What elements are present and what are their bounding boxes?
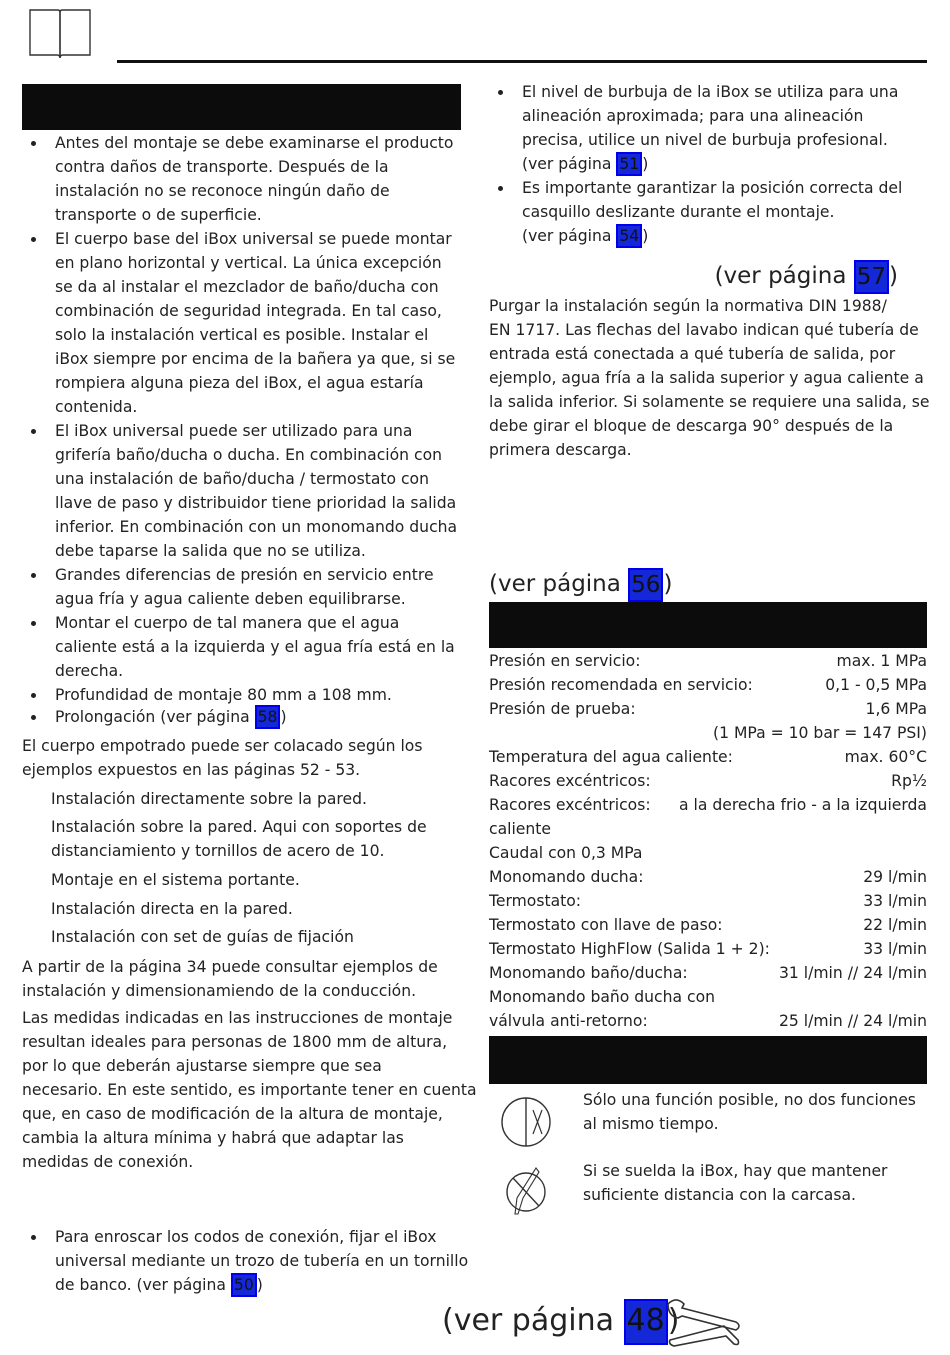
- paragraph-line: ejemplos expuestos en las páginas 52 - 53.: [22, 761, 361, 779]
- bullet-line: caliente está a la izquierda y el agua fría está en la: [55, 638, 455, 656]
- spec-value: a la derecha frio - a la izquierda: [679, 796, 927, 814]
- paren: ): [667, 1303, 680, 1338]
- bullet-line: transporte o de superficie.: [55, 206, 262, 224]
- ref-56-text: (ver página: [489, 571, 629, 597]
- bullet-line: debe taparse la salida que no se utiliza.: [55, 542, 366, 560]
- bullet-line: solo la instalación vertical es posible. Instalar el: [55, 326, 429, 344]
- paragraph-line: la salida inferior. Si solamente se requiere una salida, se: [489, 393, 930, 411]
- tools-icon: [664, 1296, 744, 1348]
- bullet-item: [55, 563, 434, 611]
- sleeve-line-2: casquillo deslizante durante el montaje.: [522, 203, 835, 221]
- bullet-item: [55, 611, 455, 683]
- level-bullet: [522, 80, 898, 176]
- spec-row: [489, 985, 927, 1009]
- spec-label: válvula anti-retorno:: [489, 1012, 648, 1030]
- spec-label: Racores excéntricos:: [489, 796, 651, 814]
- paren: ): [663, 571, 673, 597]
- spec-row: [489, 769, 927, 793]
- spec-label: Presión en servicio:: [489, 652, 641, 670]
- spec-row: [489, 913, 927, 937]
- spec-value: max. 1 MPa: [836, 652, 927, 670]
- paren: ): [642, 155, 649, 173]
- paragraph-line: que, en caso de modificación de la altura de montaje,: [22, 1105, 443, 1123]
- installation-item: Instalación con set de guías de fijación: [51, 928, 354, 946]
- paragraph-line: medidas de conexión.: [22, 1153, 194, 1171]
- spec-value: 0,1 - 0,5 MPa: [825, 676, 927, 694]
- note1-line-2: al mismo tiempo.: [583, 1115, 719, 1133]
- spec-label: Presión recomendada en servicio:: [489, 676, 753, 694]
- bullet: [498, 90, 503, 95]
- bullet-line: Grandes diferencias de presión en servicio entre: [55, 566, 434, 584]
- spec-row: [489, 961, 927, 985]
- bullet: [31, 237, 36, 242]
- paragraph-line: Purgar la instalación según la normativa DIN 1988/: [489, 297, 887, 315]
- spec-value: 33 l/min: [863, 892, 927, 910]
- vise-line-2: universal mediante un trozo de tubería en un tornillo: [55, 1252, 469, 1270]
- paragraph-line: por lo que deberán ajustarse siempre que sea: [22, 1057, 382, 1075]
- vise-line-3: [55, 1273, 468, 1297]
- bullet-item: [55, 683, 392, 707]
- bullet-line: derecha.: [55, 662, 124, 680]
- bullet-line: instalación no se reconoce ningún daño de: [55, 182, 390, 200]
- installation-item: distanciamiento y tornillos de acero de 10.: [51, 842, 385, 860]
- level-line-2: alineación aproximada; para una alineación: [522, 107, 864, 125]
- note-one-function: [583, 1088, 916, 1136]
- bullet-line: Montar el cuerpo de tal manera que el agua: [55, 614, 400, 632]
- page-link-54[interactable]: 54: [616, 224, 642, 248]
- paragraph-line: entrada está conectada a qué tubería de salida, por: [489, 345, 896, 363]
- ref-56: [489, 568, 672, 602]
- spec-row: [489, 889, 927, 913]
- bullet-line: grifería baño/ducha o ducha. En combinación con: [55, 446, 443, 464]
- bullet-item: [55, 419, 457, 563]
- sleeve-line-1: Es importante garantizar la posición correcta del: [522, 179, 903, 197]
- level-line-4: [522, 152, 898, 176]
- paren: ): [889, 263, 898, 289]
- installation-item: Montaje en el sistema portante.: [51, 871, 300, 889]
- spec-row: [489, 721, 927, 745]
- spec-row: [489, 697, 927, 721]
- page-link-51[interactable]: 51: [616, 152, 642, 176]
- bullet-line: rompiera alguna pieza del iBox, el agua estaría: [55, 374, 424, 392]
- purge-paragraph: [489, 294, 930, 462]
- book-icon: [28, 8, 92, 60]
- spec-value: 31 l/min // 24 l/min: [778, 964, 927, 982]
- bullet-line: Antes del montaje se debe examinarse el producto: [55, 134, 454, 152]
- spec-label: Termostato:: [489, 892, 582, 910]
- prolongation-text: Prolongación (ver página: [55, 708, 255, 726]
- bullet: [31, 429, 36, 434]
- no-welding-icon: [503, 1164, 551, 1220]
- specs-heading-bar: [489, 602, 927, 648]
- bullet-line: agua fría y agua caliente deben equilibrarse.: [55, 590, 406, 608]
- spec-value: max. 60°C: [844, 748, 927, 766]
- page-link-58[interactable]: 58: [255, 705, 281, 729]
- spec-label: Termostato con llave de paso:: [489, 916, 723, 934]
- left-heading-bar: [22, 84, 461, 130]
- vise-bullet: [55, 1225, 468, 1297]
- paren: ): [642, 227, 649, 245]
- sleeve-bullet: [522, 176, 902, 248]
- paragraph-line: cambia la altura mínima y habrá que adaptar las: [22, 1129, 404, 1147]
- header-rule: [117, 60, 927, 63]
- bullet-item: [55, 227, 455, 419]
- bullet: [31, 693, 36, 698]
- paragraph-line: EN 1717. Las flechas del lavabo indican qué tubería de: [489, 321, 919, 339]
- spec-value: 29 l/min: [863, 868, 927, 886]
- spec-row: [489, 793, 927, 817]
- paragraph-line: resultan ideales para personas de 1800 mm de altura,: [22, 1033, 448, 1051]
- bullet: [31, 621, 36, 626]
- bullet-line: combinación de seguridad integrada. En tal caso,: [55, 302, 442, 320]
- bullet-item: [55, 131, 453, 227]
- paragraph-line: debe girar el bloque de descarga 90° después de la: [489, 417, 894, 435]
- level-line-3: precisa, utilice un nivel de burbuja profesional.: [522, 131, 888, 149]
- spec-value: 25 l/min // 24 l/min: [778, 1012, 927, 1030]
- assembly-paragraph: [22, 734, 422, 782]
- bullet-line: se da al instalar el mezclador de baño/ducha con: [55, 278, 439, 296]
- level-ref-text: (ver página: [522, 155, 617, 173]
- bullet-line: una instalación de baño/ducha / termostato con: [55, 470, 429, 488]
- measurements-paragraph: [22, 1006, 477, 1174]
- page-link-50[interactable]: 50: [231, 1273, 257, 1297]
- spec-row: [489, 1009, 927, 1033]
- vise-line-1: Para enroscar los codos de conexión, fijar el iBox: [55, 1228, 437, 1246]
- bullet-line: en plano horizontal y vertical. La única excepción: [55, 254, 442, 272]
- level-line-1: El nivel de burbuja de la iBox se utiliza para una: [522, 83, 899, 101]
- paren: ): [280, 708, 287, 726]
- sleeve-ref-text: (ver página: [522, 227, 617, 245]
- paragraph-line: Las medidas indicadas en las instrucciones de montaje: [22, 1009, 453, 1027]
- page-link-56[interactable]: 56: [628, 568, 663, 602]
- spec-value: 33 l/min: [863, 940, 927, 958]
- installation-item: Instalación directa en la pared.: [51, 900, 293, 918]
- paren: ): [256, 1276, 263, 1294]
- spec-label: Monomando ducha:: [489, 868, 644, 886]
- spec-row: [489, 841, 927, 865]
- bullet: [31, 141, 36, 146]
- spec-row: [489, 745, 927, 769]
- page-link-48[interactable]: 48: [624, 1299, 668, 1345]
- ref-48-text: (ver página: [442, 1303, 624, 1338]
- bullet: [31, 1235, 36, 1240]
- installation-item: Instalación directamente sobre la pared.: [51, 790, 367, 808]
- page-link-57[interactable]: 57: [854, 260, 889, 294]
- paragraph-line: primera descarga.: [489, 441, 632, 459]
- spec-label: Monomando baño ducha con: [489, 988, 716, 1006]
- paragraph-line: instalación y dimensionamiendo de la conducción.: [22, 982, 417, 1000]
- vise-line-3-text: de banco. (ver página: [55, 1276, 231, 1294]
- spec-label: Racores excéntricos:: [489, 772, 651, 790]
- note-welding: [583, 1159, 887, 1207]
- bullet-line: inferior. En combinación con un monomando ducha: [55, 518, 458, 536]
- spec-label: Monomando baño/ducha:: [489, 964, 688, 982]
- spec-row: [489, 649, 927, 673]
- spec-value: (1 MPa = 10 bar = 147 PSI): [712, 724, 927, 742]
- sleeve-line-3: [522, 224, 902, 248]
- spec-value: 1,6 MPa: [865, 700, 927, 718]
- bullet-line: iBox siempre por encima de la bañera ya que, si se: [55, 350, 456, 368]
- ref-57: [715, 260, 898, 294]
- spec-label: caliente: [489, 820, 551, 838]
- bullet: [31, 715, 36, 720]
- function-restriction-icon: [500, 1096, 552, 1148]
- bullet-line: Profundidad de montaje 80 mm a 108 mm.: [55, 686, 392, 704]
- spec-label: Temperatura del agua caliente:: [489, 748, 733, 766]
- note2-line-2: suficiente distancia con la carcasa.: [583, 1186, 856, 1204]
- note2-line-1: Si se suelda la iBox, hay que mantener: [583, 1162, 888, 1180]
- spec-value: 22 l/min: [863, 916, 927, 934]
- examples-paragraph: [22, 955, 438, 1003]
- paragraph-line: necesario. En este sentido, es importante tener en cuenta: [22, 1081, 477, 1099]
- spec-row: [489, 817, 927, 841]
- spec-row: [489, 865, 927, 889]
- note1-line-1: Sólo una función posible, no dos funciones: [583, 1091, 916, 1109]
- spec-value: Rp½: [891, 772, 927, 790]
- spec-label: Termostato HighFlow (Salida 1 + 2):: [489, 940, 770, 958]
- notes-heading-bar: [489, 1036, 927, 1084]
- bullet-line: contra daños de transporte. Después de la: [55, 158, 389, 176]
- paragraph-line: A partir de la página 34 puede consultar ejemplos de: [22, 958, 438, 976]
- bullet: [498, 186, 503, 191]
- bullet-line: contenida.: [55, 398, 138, 416]
- spec-row: [489, 937, 927, 961]
- bullet: [31, 573, 36, 578]
- paragraph-line: ejemplo, agua fría a la salida superior y agua caliente a: [489, 369, 924, 387]
- paragraph-line: El cuerpo empotrado puede ser colacado según los: [22, 737, 423, 755]
- installation-item: Instalación sobre la pared. Aqui con soportes de: [51, 818, 427, 836]
- bullet-line: llave de paso y distribuidor tiene prioridad la salida: [55, 494, 457, 512]
- ref-48: [442, 1299, 679, 1345]
- spec-label: Caudal con 0,3 MPa: [489, 844, 643, 862]
- bullet-line: El iBox universal puede ser utilizado para una: [55, 422, 413, 440]
- bullet-line: El cuerpo base del iBox universal se puede montar: [55, 230, 452, 248]
- spec-row: [489, 673, 927, 697]
- ref-57-text: (ver página: [714, 263, 854, 289]
- prolongation-line: [55, 705, 287, 729]
- spec-label: Presión de prueba:: [489, 700, 636, 718]
